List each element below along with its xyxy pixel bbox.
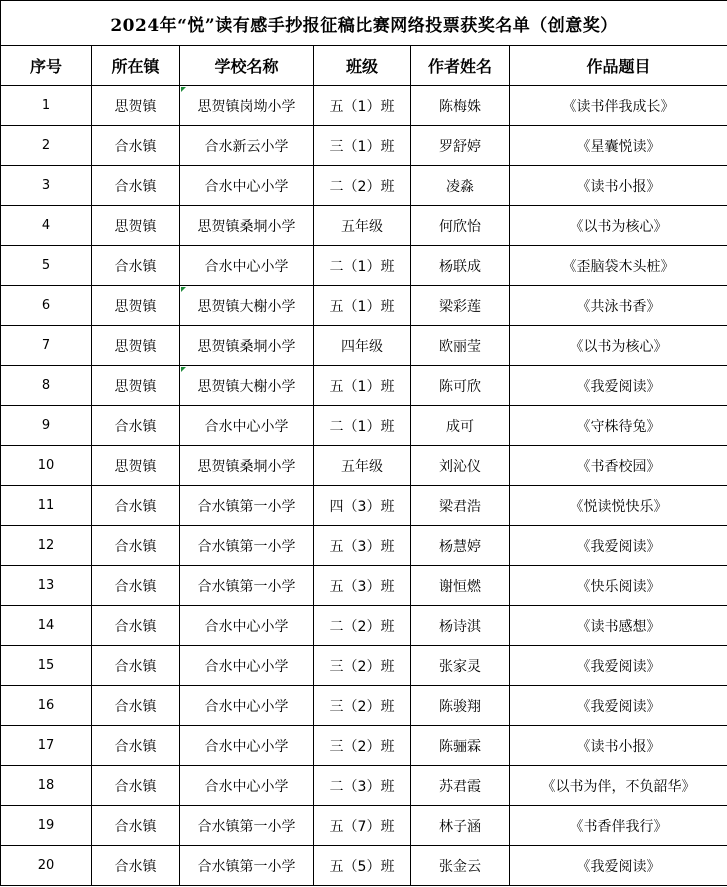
cell-work-text: 《我爱阅读》 [576,858,661,875]
cell-author-text: 杨诗淇 [439,618,481,635]
cell-author-text: 张家灵 [439,658,481,675]
cell-author [411,286,510,326]
cell-work [510,366,727,406]
cell-town-text: 思贺镇 [114,218,157,235]
cell-work-text: 《以书为核心》 [569,338,668,355]
cell-school-text: 合水中心小学 [204,698,289,715]
cell-work-text: 《共泳书香》 [576,298,661,315]
cell-school-text: 合水新云小学 [204,138,289,155]
cell-class-text: 五（5）班 [329,858,395,875]
cell-seq-text: 9 [41,418,51,433]
cell-class [314,166,411,206]
table-row [1,86,727,126]
cell-town [92,486,180,526]
cell-class-text: 二（3）班 [329,778,395,795]
cell-work-text: 《我爱阅读》 [576,538,661,555]
cell-town-text: 思贺镇 [114,338,157,355]
cell-class [314,606,411,646]
cell-class [314,326,411,366]
cell-work [510,806,727,846]
cell-school [180,326,314,366]
cell-author-text: 谢恒燃 [439,578,481,595]
cell-town [92,366,180,406]
cell-class [314,406,411,446]
cell-class-text: 五（1）班 [329,378,395,395]
cell-class [314,246,411,286]
cell-school [180,766,314,806]
cell-school [180,206,314,246]
header-work: 作品题目 [510,46,727,86]
cell-class-text: 二（2）班 [329,178,395,195]
cell-town [92,166,180,206]
cell-seq [1,566,92,606]
cell-author [411,606,510,646]
cell-author-text: 陈骊霖 [439,738,481,755]
cell-seq [1,726,92,766]
cell-class-text: 三（2）班 [329,738,395,755]
cell-class [314,86,411,126]
cell-school-text: 思贺镇大榭小学 [197,298,296,315]
table-row [1,846,727,886]
cell-town [92,646,180,686]
cell-school [180,686,314,726]
cell-town [92,246,180,286]
cell-school-text: 合水中心小学 [204,618,289,635]
cell-school-text: 合水镇第一小学 [197,538,296,555]
cell-comment-marker-icon [181,367,186,372]
cell-seq-text: 17 [37,738,55,753]
cell-class [314,206,411,246]
cell-class [314,446,411,486]
cell-town [92,86,180,126]
cell-class-text: 五年级 [341,458,383,475]
cell-class-text: 五（3）班 [329,578,395,595]
cell-work [510,606,727,646]
cell-class-text: 三（2）班 [329,698,395,715]
table-row [1,246,727,286]
cell-author [411,646,510,686]
cell-author [411,366,510,406]
cell-town [92,326,180,366]
cell-work [510,286,727,326]
cell-school [180,406,314,446]
cell-town-text: 合水镇 [114,498,157,515]
cell-work-text: 《星囊悦读》 [576,138,661,155]
cell-work [510,526,727,566]
cell-work [510,406,727,446]
cell-author [411,126,510,166]
cell-town-text: 思贺镇 [114,298,157,315]
cell-work [510,126,727,166]
cell-town-text: 合水镇 [114,778,157,795]
cell-author-text: 苏君霞 [439,778,481,795]
cell-town-text: 合水镇 [114,658,157,675]
cell-town-text: 合水镇 [114,178,157,195]
cell-town-text: 思贺镇 [114,98,157,115]
cell-school [180,86,314,126]
table-row [1,486,727,526]
cell-author-text: 杨联成 [439,258,481,275]
table-row [1,726,727,766]
cell-work [510,726,727,766]
cell-town [92,686,180,726]
cell-school [180,526,314,566]
cell-work [510,766,727,806]
cell-class-text: 四年级 [341,338,383,355]
cell-author [411,766,510,806]
cell-town [92,286,180,326]
cell-author [411,246,510,286]
cell-town [92,526,180,566]
cell-work [510,246,727,286]
cell-seq-text: 7 [41,338,51,353]
cell-town [92,566,180,606]
cell-class [314,646,411,686]
cell-class [314,566,411,606]
cell-school-text: 思贺镇岗坳小学 [197,98,296,115]
cell-town [92,726,180,766]
cell-town-text: 合水镇 [114,698,157,715]
cell-author [411,166,510,206]
cell-school [180,246,314,286]
cell-seq [1,646,92,686]
cell-school [180,286,314,326]
cell-town-text: 合水镇 [114,578,157,595]
cell-seq-text: 2 [41,138,51,153]
cell-school-text: 合水中心小学 [204,418,289,435]
header-school: 学校名称 [180,46,314,86]
cell-work-text: 《读书感想》 [576,618,661,635]
table-row [1,566,727,606]
cell-school-text: 合水镇第一小学 [197,818,296,835]
cell-seq-text: 5 [41,258,51,273]
cell-author-text: 陈骏翔 [439,698,481,715]
cell-author-text: 陈可欣 [439,378,481,395]
cell-seq [1,326,92,366]
cell-author [411,686,510,726]
cell-author [411,326,510,366]
cell-seq-text: 8 [41,378,51,393]
cell-author-text: 梁彩莲 [439,298,481,315]
cell-seq-text: 1 [41,98,51,113]
cell-author-text: 何欣怡 [439,218,481,235]
cell-town [92,206,180,246]
cell-work-text: 《我爱阅读》 [576,698,661,715]
cell-work-text: 《我爱阅读》 [576,658,661,675]
cell-school [180,486,314,526]
cell-school [180,646,314,686]
cell-work-text: 《读书小报》 [576,738,661,755]
table-row [1,686,727,726]
cell-comment-marker-icon [181,287,186,292]
cell-school-text: 思贺镇大榭小学 [197,378,296,395]
cell-town [92,806,180,846]
cell-work [510,686,727,726]
cell-seq [1,166,92,206]
cell-school-text: 合水中心小学 [204,258,289,275]
cell-work [510,326,727,366]
cell-town [92,846,180,886]
cell-comment-marker-icon [181,87,186,92]
cell-class [314,526,411,566]
cell-work-text: 《快乐阅读》 [576,578,661,595]
cell-work [510,166,727,206]
cell-seq-text: 6 [41,298,51,313]
cell-town-text: 思贺镇 [114,458,157,475]
cell-author [411,726,510,766]
table-row [1,766,727,806]
cell-seq [1,766,92,806]
cell-seq-text: 15 [37,658,55,673]
cell-town-text: 合水镇 [114,858,157,875]
cell-school-text: 合水中心小学 [204,658,289,675]
cell-town-text: 合水镇 [114,618,157,635]
cell-author [411,486,510,526]
cell-class [314,806,411,846]
cell-seq-text: 16 [37,698,55,713]
cell-town [92,406,180,446]
table-row [1,406,727,446]
cell-school [180,126,314,166]
cell-school [180,846,314,886]
cell-work-text: 《我爱阅读》 [576,378,661,395]
cell-class-text: 三（1）班 [329,138,395,155]
cell-author [411,446,510,486]
cell-work-text: 《悦读悦快乐》 [569,498,668,515]
cell-seq [1,406,92,446]
cell-class-text: 五年级 [341,218,383,235]
cell-work-text: 《读书小报》 [576,178,661,195]
cell-work [510,446,727,486]
cell-work [510,486,727,526]
cell-school-text: 思贺镇桑垌小学 [197,458,296,475]
cell-seq-text: 19 [37,818,55,833]
header-row [1,46,727,86]
cell-seq [1,686,92,726]
cell-seq [1,366,92,406]
cell-school [180,806,314,846]
cell-author-text: 陈梅姝 [439,98,481,115]
cell-author-text: 欧丽莹 [439,338,481,355]
cell-seq [1,606,92,646]
cell-author [411,406,510,446]
cell-author [411,206,510,246]
cell-class-text: 五（7）班 [329,818,395,835]
cell-seq-text: 11 [37,498,55,513]
cell-class-text: 五（3）班 [329,538,395,555]
cell-school-text: 思贺镇桑垌小学 [197,218,296,235]
cell-school [180,566,314,606]
cell-school-text: 合水镇第一小学 [197,498,296,515]
cell-seq-text: 12 [37,538,55,553]
header-class: 班级 [314,46,411,86]
cell-seq [1,126,92,166]
cell-author-text: 张金云 [439,858,481,875]
cell-school [180,606,314,646]
cell-class [314,486,411,526]
cell-school [180,366,314,406]
cell-town-text: 合水镇 [114,138,157,155]
cell-town-text: 合水镇 [114,538,157,555]
table-row [1,326,727,366]
title-row [1,1,727,46]
cell-town-text: 合水镇 [114,258,157,275]
table-title: 2024年“悦”读有感手抄报征稿比赛网络投票获奖名单（创意奖） [1,1,727,46]
cell-class-text: 二（1）班 [329,258,395,275]
cell-work-text: 《守株待兔》 [576,418,661,435]
cell-work [510,846,727,886]
cell-seq [1,806,92,846]
header-seq: 序号 [1,46,92,86]
cell-seq-text: 20 [37,858,55,873]
table-row [1,286,727,326]
cell-author [411,566,510,606]
cell-seq [1,446,92,486]
cell-town [92,446,180,486]
cell-seq [1,486,92,526]
cell-author-text: 成可 [446,418,474,435]
cell-author-text: 林子涵 [439,818,481,835]
cell-seq [1,286,92,326]
cell-seq [1,86,92,126]
cell-school-text: 合水镇第一小学 [197,858,296,875]
table-body [1,86,727,886]
cell-author-text: 罗舒婷 [439,138,481,155]
cell-town [92,766,180,806]
cell-town-text: 合水镇 [114,818,157,835]
cell-author-text: 梁君浩 [439,498,481,515]
cell-class-text: 五（1）班 [329,98,395,115]
table-row [1,806,727,846]
cell-class [314,126,411,166]
cell-class [314,286,411,326]
cell-work-text: 《读书伴我成长》 [562,98,675,115]
table-row [1,206,727,246]
table-row [1,646,727,686]
cell-school-text: 合水中心小学 [204,178,289,195]
cell-seq-text: 3 [41,178,51,193]
cell-school [180,166,314,206]
cell-class [314,366,411,406]
cell-class [314,686,411,726]
cell-work-text: 《以书为核心》 [569,218,668,235]
cell-town [92,126,180,166]
cell-seq-text: 14 [37,618,55,633]
cell-work-text: 《以书为伴，不负韶华》 [541,778,696,795]
cell-seq [1,206,92,246]
cell-school-text: 合水镇第一小学 [197,578,296,595]
cell-seq-text: 10 [37,458,55,473]
cell-class [314,846,411,886]
cell-class-text: 二（2）班 [329,618,395,635]
cell-town-text: 合水镇 [114,738,157,755]
cell-author [411,806,510,846]
cell-seq-text: 13 [37,578,55,593]
cell-author [411,86,510,126]
cell-seq-text: 18 [37,778,55,793]
cell-work [510,566,727,606]
cell-work [510,646,727,686]
cell-school-text: 合水中心小学 [204,778,289,795]
cell-author [411,526,510,566]
cell-seq [1,246,92,286]
table-row [1,126,727,166]
cell-author-text: 刘沁仪 [439,458,481,475]
cell-author [411,846,510,886]
cell-seq [1,526,92,566]
header-author: 作者姓名 [411,46,510,86]
table-row [1,446,727,486]
cell-author-text: 杨慧婷 [439,538,481,555]
cell-class [314,766,411,806]
cell-work-text: 《歪脑袋木头桩》 [562,258,675,275]
header-town: 所在镇 [92,46,180,86]
table-row [1,526,727,566]
cell-seq-text: 4 [41,218,51,233]
cell-work [510,86,727,126]
cell-town [92,606,180,646]
cell-town-text: 思贺镇 [114,378,157,395]
cell-work-text: 《书香校园》 [576,458,661,475]
cell-seq [1,846,92,886]
table-row [1,606,727,646]
table-row [1,166,727,206]
cell-school [180,726,314,766]
cell-class-text: 二（1）班 [329,418,395,435]
cell-work-text: 《书香伴我行》 [569,818,668,835]
cell-town-text: 合水镇 [114,418,157,435]
cell-class-text: 四（3）班 [329,498,395,515]
cell-school-text: 思贺镇桑垌小学 [197,338,296,355]
cell-class-text: 三（2）班 [329,658,395,675]
cell-author-text: 凌淼 [446,178,474,195]
cell-school-text: 合水中心小学 [204,738,289,755]
table-row [1,366,727,406]
cell-class-text: 五（1）班 [329,298,395,315]
cell-work [510,206,727,246]
cell-class [314,726,411,766]
cell-school [180,446,314,486]
